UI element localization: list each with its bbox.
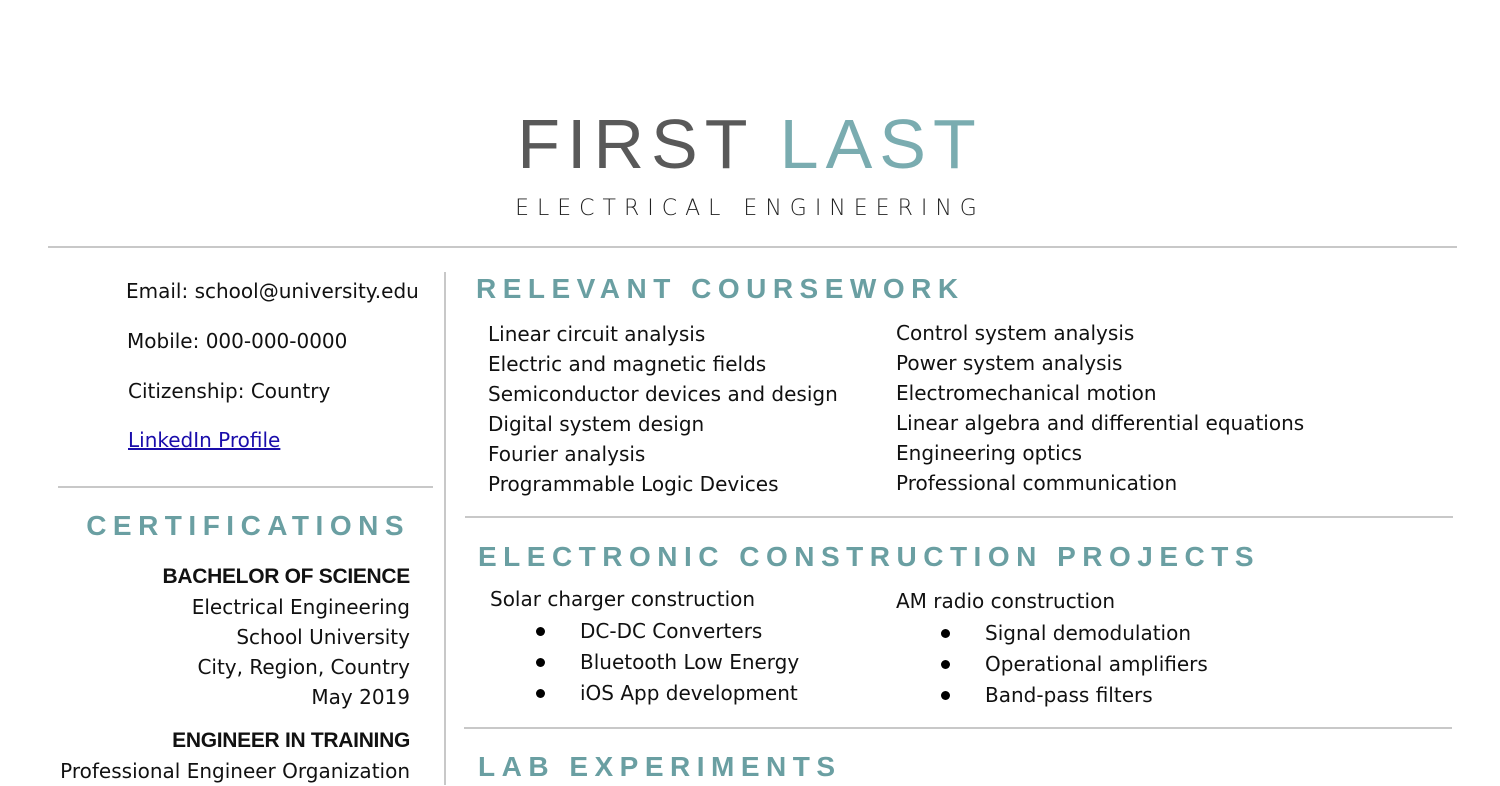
lab-title: LAB EXPERIMENTS [478,751,842,782]
degree-location: City, Region, Country [197,655,410,679]
linkedin-link[interactable]: LinkedIn Profile [128,428,281,452]
list-item: Semiconductor devices and design [488,382,838,406]
list-item: Power system analysis [896,351,1123,375]
coursework-title: RELEVANT COURSEWORK [476,273,965,304]
degree-heading: BACHELOR OF SCIENCE [162,565,410,588]
last-name: LAST [779,105,983,183]
certifications-title: CERTIFICATIONS [86,510,410,541]
bullet-icon [536,658,545,667]
contact-email: Email: school@university.edu [126,279,419,303]
contact-linkedin [128,428,280,452]
degree-block [163,562,410,712]
project-left-name: Solar charger construction [490,587,756,611]
eit-heading: ENGINEER IN TRAINING [172,729,410,752]
coursework-right-list [896,318,1304,498]
eit-org: Professional Engineer Organization [60,759,410,783]
list-item: Control system analysis [896,321,1135,345]
coursework-divider [465,516,1453,518]
contact-citizenship: Citizenship: Country [128,379,331,403]
list-item: Professional communication [896,471,1178,495]
bullet-icon [941,660,950,669]
list-item: Electric and magnetic fields [488,352,767,376]
bullet-icon [941,629,950,638]
bullet-icon [941,691,950,700]
degree-field: Electrical Engineering [191,595,410,619]
resume-name [0,104,1500,184]
coursework-left-list [488,319,838,499]
bullet-icon [536,689,545,698]
column-divider [444,272,446,785]
list-item: Electromechanical motion [896,381,1157,405]
list-item: Digital system design [488,412,705,436]
degree-date: May 2019 [311,685,410,709]
left-divider [58,486,433,488]
first-name: FIRST [517,105,754,183]
projects-divider [464,727,1452,729]
degree-school: School University [236,625,410,649]
resume-subtitle: ELECTRICAL ENGINEERING [515,196,985,221]
list-item: Linear circuit analysis [488,322,706,346]
projects-title: ELECTRONIC CONSTRUCTION PROJECTS [478,541,1261,572]
list-item: Linear algebra and differential equations [896,411,1305,435]
eit-block [60,726,410,786]
list-item: Programmable Logic Devices [488,472,779,496]
list-item: Engineering optics [896,441,1083,465]
header-divider [48,246,1457,248]
bullet-icon [536,627,545,636]
project-right-name: AM radio construction [896,589,1115,613]
list-item: Fourier analysis [488,442,646,466]
contact-mobile: Mobile: 000-000-0000 [127,329,348,353]
